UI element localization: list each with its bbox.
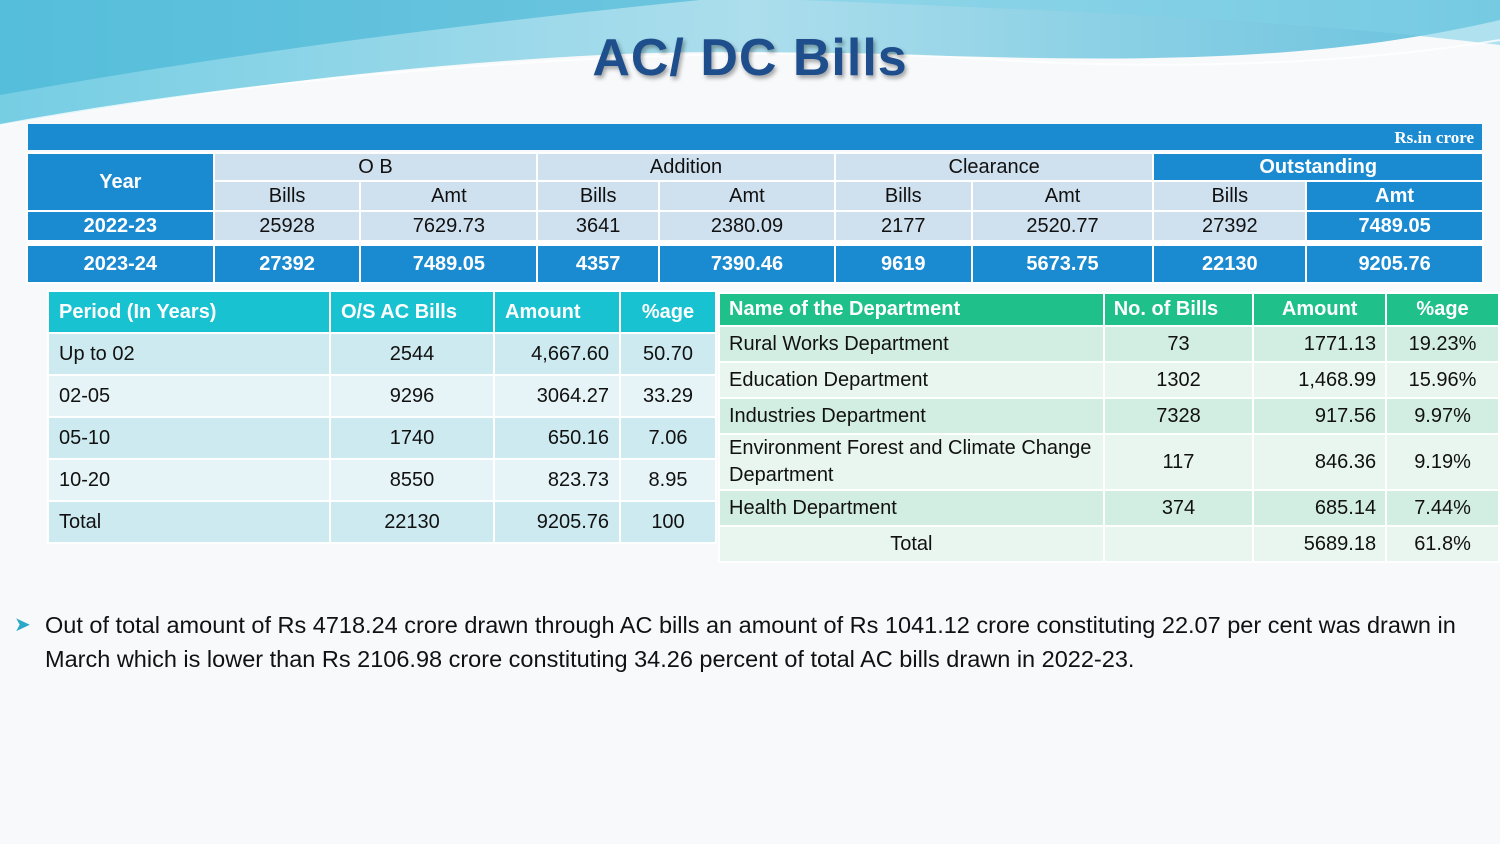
year-cell: 2022-23 [27, 211, 214, 241]
amount-cell: 917.56 [1253, 398, 1386, 434]
amount-cell: 650.16 [494, 417, 620, 459]
table-row [719, 326, 1499, 362]
amount-cell: 1,468.99 [1253, 362, 1386, 398]
amount-cell: 9205.76 [494, 501, 620, 543]
department-cell: Total [719, 526, 1104, 562]
period-cell: 10-20 [48, 459, 330, 501]
department-cell: Environment Forest and Climate Change Department [719, 434, 1104, 490]
bills-cell: 9296 [330, 375, 494, 417]
percent-cell: 61.8% [1386, 526, 1499, 562]
table-row [719, 362, 1499, 398]
table-row-total [48, 501, 716, 543]
sub-header: Bills [835, 181, 972, 211]
period-cell: Total [48, 501, 330, 543]
table-cell: 9619 [835, 245, 972, 283]
column-header: O/S AC Bills [330, 291, 494, 333]
percent-cell: 50.70 [620, 333, 716, 375]
column-header: Period (In Years) [48, 291, 330, 333]
percent-cell: 9.97% [1386, 398, 1499, 434]
bills-cell: 2544 [330, 333, 494, 375]
sub-header: Amt [360, 181, 537, 211]
table-row [48, 333, 716, 375]
department-cell: Health Department [719, 490, 1104, 526]
amount-cell: 685.14 [1253, 490, 1386, 526]
unit-note: Rs.in crore [28, 124, 1482, 150]
table-row [719, 398, 1499, 434]
sub-header: Amt [659, 181, 835, 211]
period-cell: Up to 02 [48, 333, 330, 375]
percent-cell: 15.96% [1386, 362, 1499, 398]
percent-cell: 100 [620, 501, 716, 543]
table-cell: 3641 [537, 211, 659, 241]
table-cell: 27392 [214, 245, 361, 283]
percent-cell: 33.29 [620, 375, 716, 417]
table-row [27, 245, 1483, 283]
table-row [48, 459, 716, 501]
bills-cell: 73 [1104, 326, 1254, 362]
bullet-point [14, 608, 1474, 676]
table-cell: 27392 [1153, 211, 1306, 241]
amount-cell: 823.73 [494, 459, 620, 501]
amount-cell: 846.36 [1253, 434, 1386, 490]
bills-cell: 7328 [1104, 398, 1254, 434]
percent-cell: 19.23% [1386, 326, 1499, 362]
bills-cell: 22130 [330, 501, 494, 543]
percent-cell: 7.44% [1386, 490, 1499, 526]
year-cell: 2023-24 [27, 245, 214, 283]
column-header: %age [620, 291, 716, 333]
bills-cell: 8550 [330, 459, 494, 501]
amount-cell: 1771.13 [1253, 326, 1386, 362]
column-header: Amount [1253, 293, 1386, 326]
group-header-addition: Addition [537, 153, 835, 181]
amount-cell: 4,667.60 [494, 333, 620, 375]
table-row [48, 417, 716, 459]
department-cell: Industries Department [719, 398, 1104, 434]
amount-cell: 3064.27 [494, 375, 620, 417]
sub-header: Amt [972, 181, 1154, 211]
period-cell: 05-10 [48, 417, 330, 459]
bills-cell: 1302 [1104, 362, 1254, 398]
table-row [719, 434, 1499, 490]
table-cell: 25928 [214, 211, 361, 241]
department-table [718, 292, 1500, 563]
sub-header: Amt [1306, 181, 1483, 211]
table-row [48, 375, 716, 417]
group-header-clearance: Clearance [835, 153, 1154, 181]
column-header: No. of Bills [1104, 293, 1254, 326]
amount-cell: 5689.18 [1253, 526, 1386, 562]
bills-cell: 117 [1104, 434, 1254, 490]
table-cell: 7489.05 [360, 245, 537, 283]
table-cell: 5673.75 [972, 245, 1154, 283]
table-cell: 22130 [1153, 245, 1306, 283]
year-header: Year [27, 153, 214, 211]
bullet-text: Out of total amount of Rs 4718.24 crore drawn through AC bills an amount of Rs 1041.12 crore constituting 22.07 per cent was drawn in March which is lower than Rs 2106.98 crore constituting 34.26 percent of total AC bills drawn in 2022-23. [45, 612, 1456, 672]
percent-cell: 8.95 [620, 459, 716, 501]
table-cell: 2520.77 [972, 211, 1154, 241]
column-header: Amount [494, 291, 620, 333]
percent-cell: 9.19% [1386, 434, 1499, 490]
arrow-bullet-icon: ➤ [14, 614, 31, 636]
group-header-outstanding: Outstanding [1153, 153, 1483, 181]
period-cell: 02-05 [48, 375, 330, 417]
table-row [27, 211, 1483, 241]
summary-table [26, 152, 1484, 284]
percent-cell: 7.06 [620, 417, 716, 459]
period-table [47, 290, 717, 544]
bills-cell [1104, 526, 1254, 562]
table-row [719, 490, 1499, 526]
table-cell: 2380.09 [659, 211, 835, 241]
table-cell: 9205.76 [1306, 245, 1483, 283]
bills-cell: 1740 [330, 417, 494, 459]
table-row-total [719, 526, 1499, 562]
column-header: Name of the Department [719, 293, 1104, 326]
table-cell: 7390.46 [659, 245, 835, 283]
sub-header: Bills [214, 181, 361, 211]
table-cell: 2177 [835, 211, 972, 241]
sub-header: Bills [1153, 181, 1306, 211]
table-cell: 7489.05 [1306, 211, 1483, 241]
column-header: %age [1386, 293, 1499, 326]
sub-header: Bills [537, 181, 659, 211]
department-cell: Education Department [719, 362, 1104, 398]
department-cell: Rural Works Department [719, 326, 1104, 362]
table-cell: 4357 [537, 245, 659, 283]
bills-cell: 374 [1104, 490, 1254, 526]
group-header-ob: O B [214, 153, 538, 181]
table-cell: 7629.73 [360, 211, 537, 241]
page-title: AC/ DC Bills [592, 29, 908, 87]
